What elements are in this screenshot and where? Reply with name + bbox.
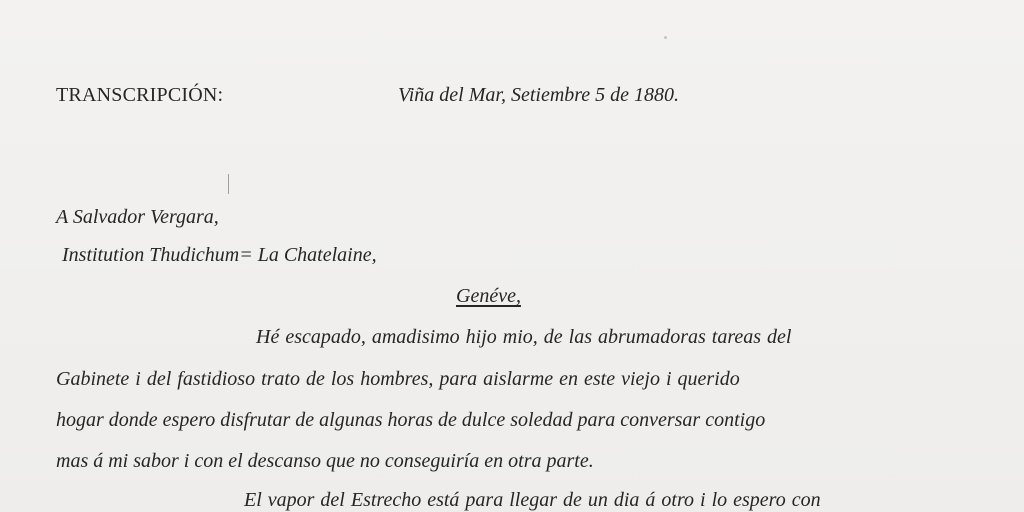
- city-line: Genéve,: [456, 285, 521, 307]
- ink-mark: [228, 174, 229, 194]
- recipient-line: A Salvador Vergara,: [56, 206, 219, 228]
- body-line-1: Hé escapado, amadisimo hijo mio, de las abrumadoras tareas del: [256, 326, 792, 348]
- transcription-label: TRANSCRIPCIÓN:: [56, 84, 224, 106]
- letter-date: Viña del Mar, Setiembre 5 de 1880.: [398, 84, 680, 106]
- institution-line: Institution Thudichum= La Chatelaine,: [62, 244, 377, 266]
- body-line-3: hogar donde espero disfrutar de algunas horas de dulce soledad para conversar contigo: [56, 409, 766, 431]
- body-line-2: Gabinete i del fastidioso trato de los hombres, para aislarme en este viejo i querido: [56, 368, 740, 390]
- body-line-5: El vapor del Estrecho está para llegar de un dia á otro i lo espero con: [244, 489, 821, 511]
- paper-speck: [664, 36, 667, 39]
- body-line-4: mas á mi sabor i con el descanso que no conseguiría en otra parte.: [56, 450, 594, 472]
